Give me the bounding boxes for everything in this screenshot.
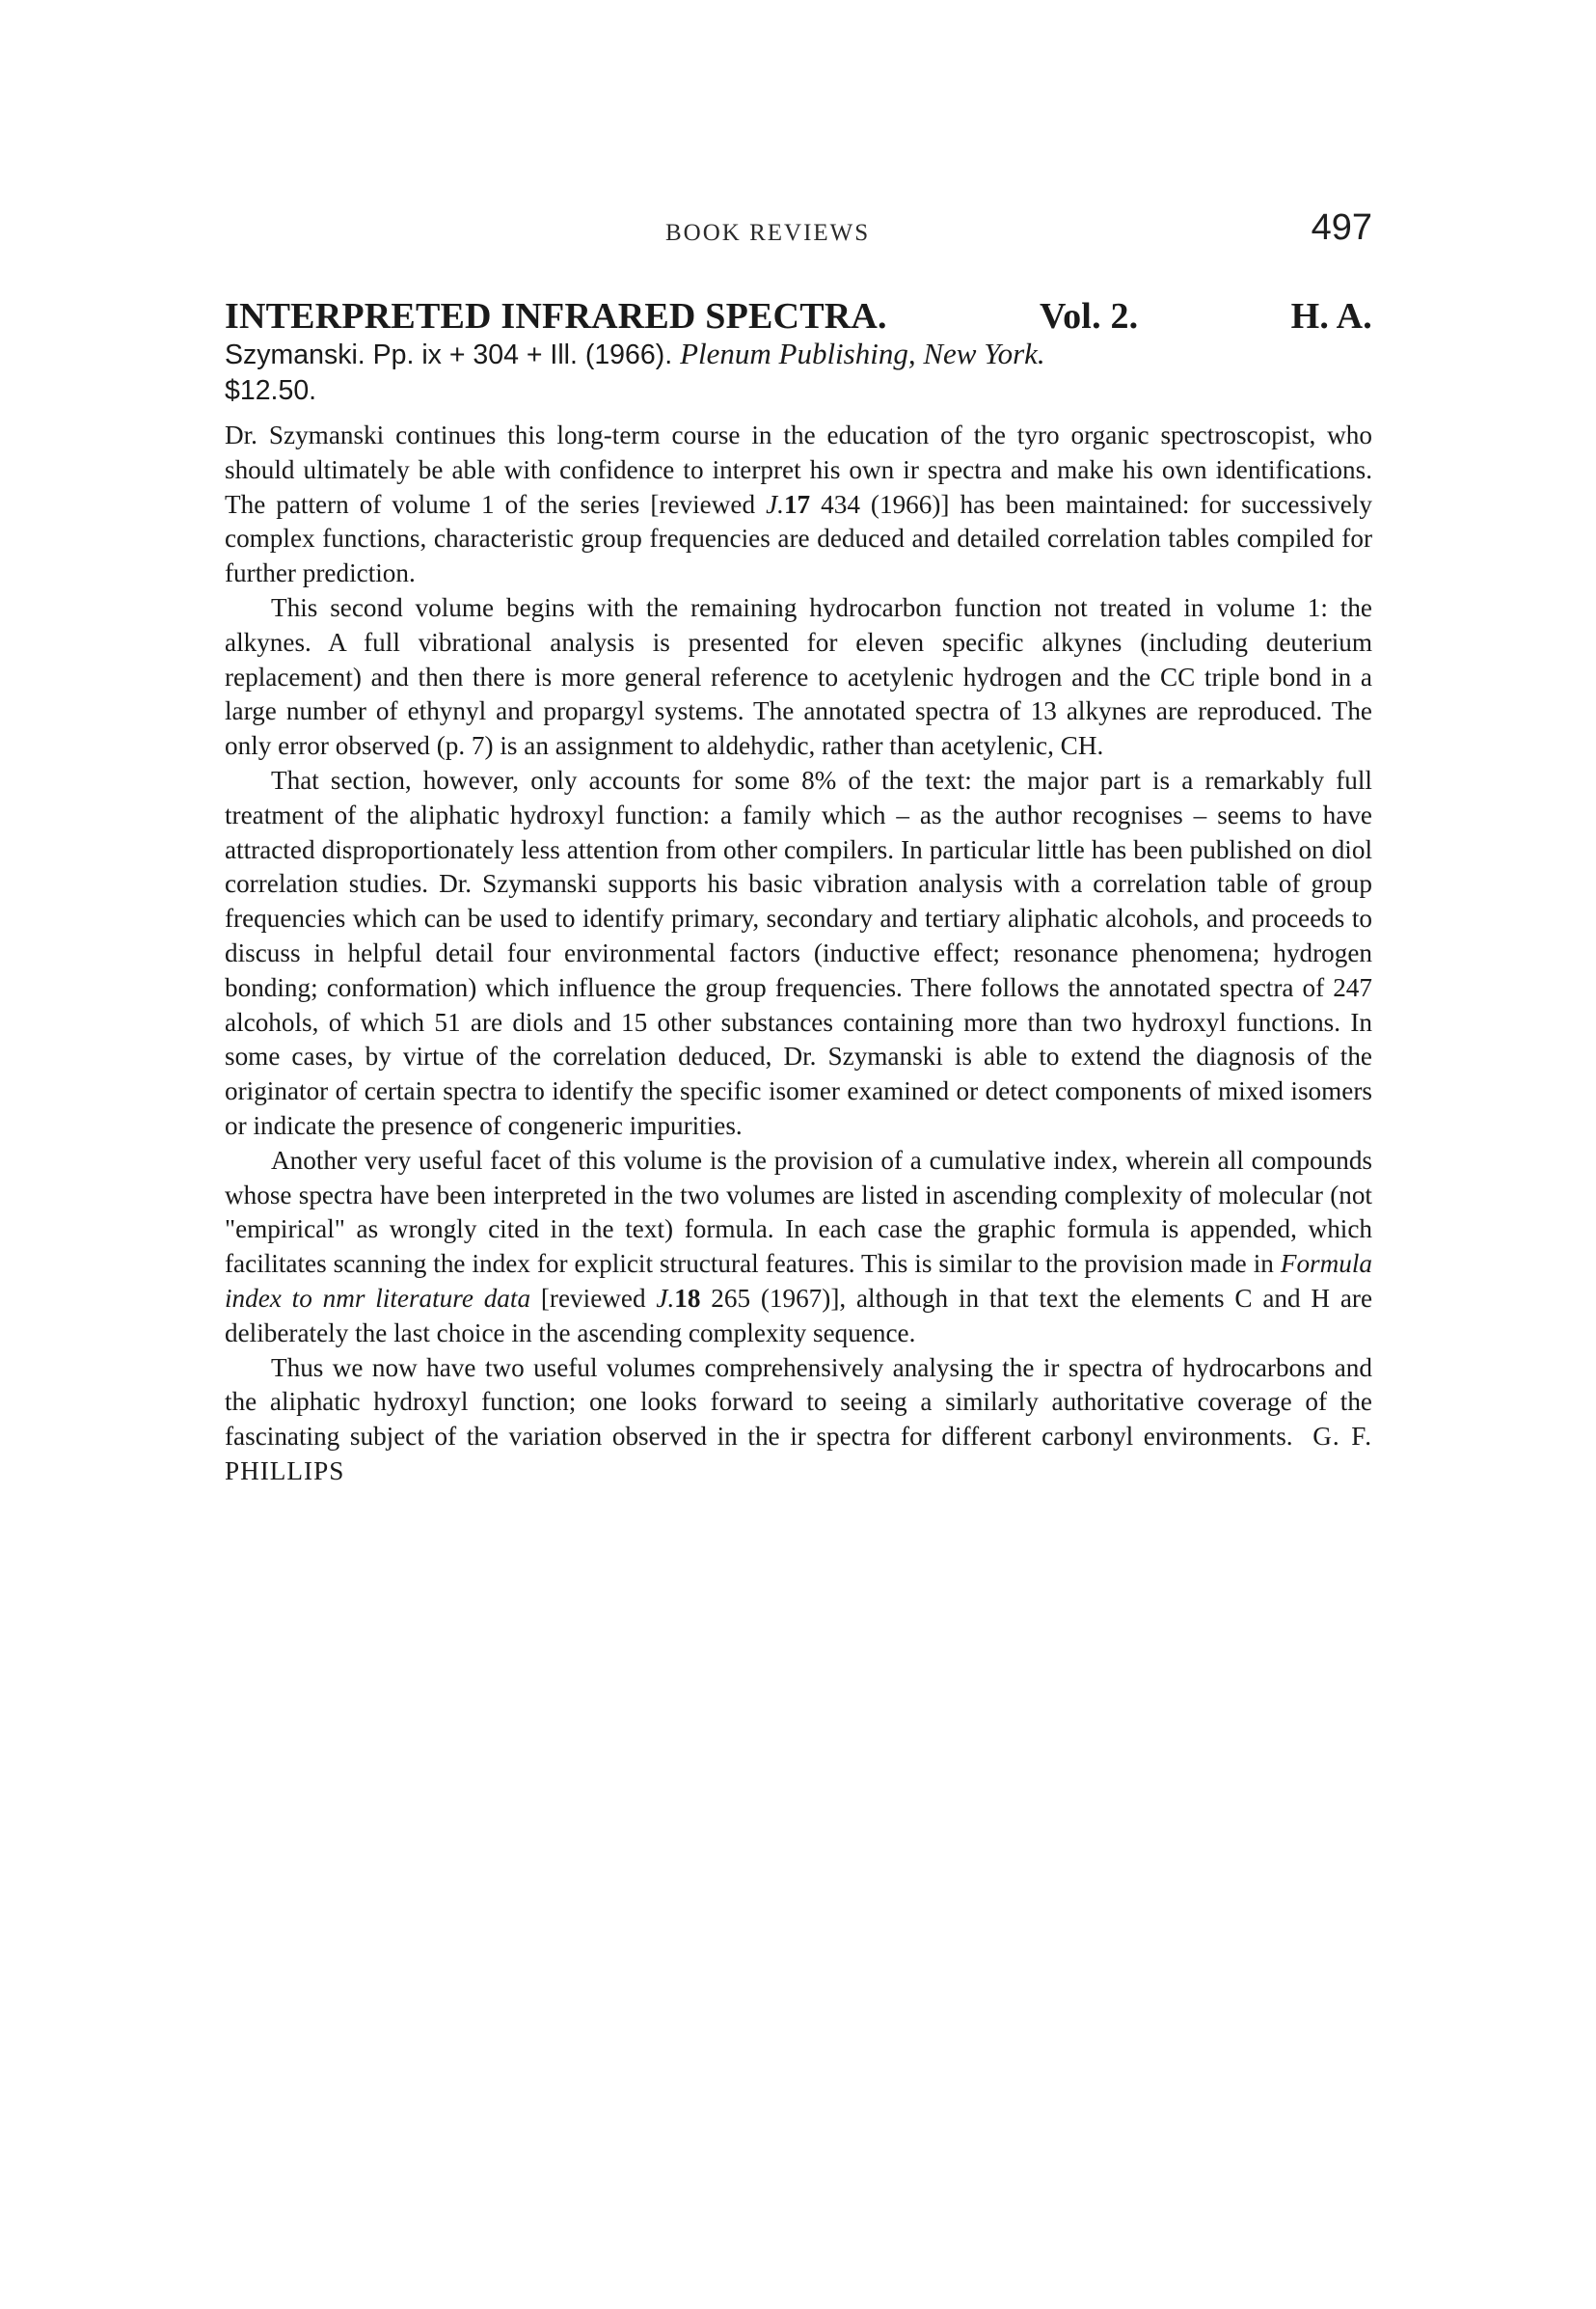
paragraph-4-reviewed: [reviewed [540,1283,646,1313]
journal-abbrev: J. [766,489,784,519]
citation-publisher: Plenum Publishing, New York. [680,337,1045,370]
running-head: BOOK REVIEWS [665,220,871,246]
review-author-initials: H. A. [1290,296,1372,337]
paragraph-4 [225,1144,1372,1351]
review-volume: Vol. 2. [1039,296,1139,337]
citation-details: Szymanski. Pp. ix + 304 + Ill. (1966). [225,340,673,370]
page-number: 497 [1311,207,1372,248]
review-title: INTERPRETED INFRARED SPECTRA. [225,296,887,337]
paragraph-4-rest: 265 (1967)], although in that text the elements C and H are deliberately the last choice in the ascending complexity sequence. [225,1283,1373,1347]
journal-abbrev: J. [656,1283,675,1313]
reviewer-signature: G. F. PHILLIPS [225,1422,1373,1485]
paragraph-5-text: Thus we now have two useful volumes comprehensively analysing the ir spectra of hydrocarbons and the aliphatic hydroxyl function; one looks forward to seeing a similarly authoritative coverage of the fascinating subject of the variation observed in the ir spectra for different carbonyl environments. [225,1352,1372,1452]
paragraph-5 [225,1351,1372,1489]
review-body [225,297,1372,1489]
journal-volume: 17 [783,489,811,519]
journal-volume: 18 [674,1283,701,1313]
paragraph-4-text: Another very useful facet of this volume is the provision of a cumulative index, wherein all compounds whose spectra have been interpreted in the two volumes are listed in ascending complexity of molecular (not "empirical" as wrongly cited in the text) formula. In each case the graphic formula is appended, which facilitates scanning the index for explicit structural features. This is similar to the provision made in [225,1145,1372,1279]
cited-book-title: Formula index to nmr literature data [225,1249,1373,1313]
paragraph-1-rest: 434 (1966)] has been maintained: for successively complex functions, characteristic group frequencies are deduced and detailed correlation tables compiled for further prediction. [225,489,1373,588]
paragraph-3: That section, however, only accounts for some 8% of the text: the major part is a remarkably full treatment of the aliphatic hydroxyl function: a family which – as the author recognises – seems to have attracted disproportionately less attention from other compilers. In particular little has been published on diol correlation studies. Dr. Szymanski supports his basic vibration analysis with a correlation table of group frequencies which can be used to identify primary, secondary and tertiary aliphatic alcohols, and proceeds to discuss in helpful detail four environmental factors (inductive effect; resonance phenomena; hydrogen bonding; conformation) which influence the group frequencies. There follows the annotated spectra of 247 alcohols, of which 51 are diols and 15 other substances containing more than two hydroxyl functions. In some cases, by virtue of the correlation deduced, Dr. Szymanski is able to extend the diagnosis of the originator of certain spectra to identify the specific isomer examined or detect components of mixed isomers or indicate the presence of congeneric impurities. [225,765,1372,1140]
review-title-line [225,297,1372,336]
citation-price: $12.50. [225,375,317,406]
review-citation [225,336,1372,409]
paragraph-1-text: Dr. Szymanski continues this long-term course in the education of the tyro organic spectroscopist, who should ultimately be able with confidence to interpret his own ir spectra and make his own identifications. The pattern of volume 1 of the series [reviewed [225,421,1372,519]
paragraph-2: This second volume begins with the remaining hydrocarbon function not treated in volume 1: the alkynes. A full vibrational analysis is presented for eleven specific alkynes (including deuterium replacement) and then there is more general reference to acetylenic hydrogen and the CC triple bond in a large number of ethynyl and propargyl systems. The annotated spectra of 13 alkynes are reproduced. The only error observed (p. 7) is an assignment to aldehydic, rather than acetylenic, CH. [225,592,1372,761]
paragraph-1 [225,419,1372,591]
